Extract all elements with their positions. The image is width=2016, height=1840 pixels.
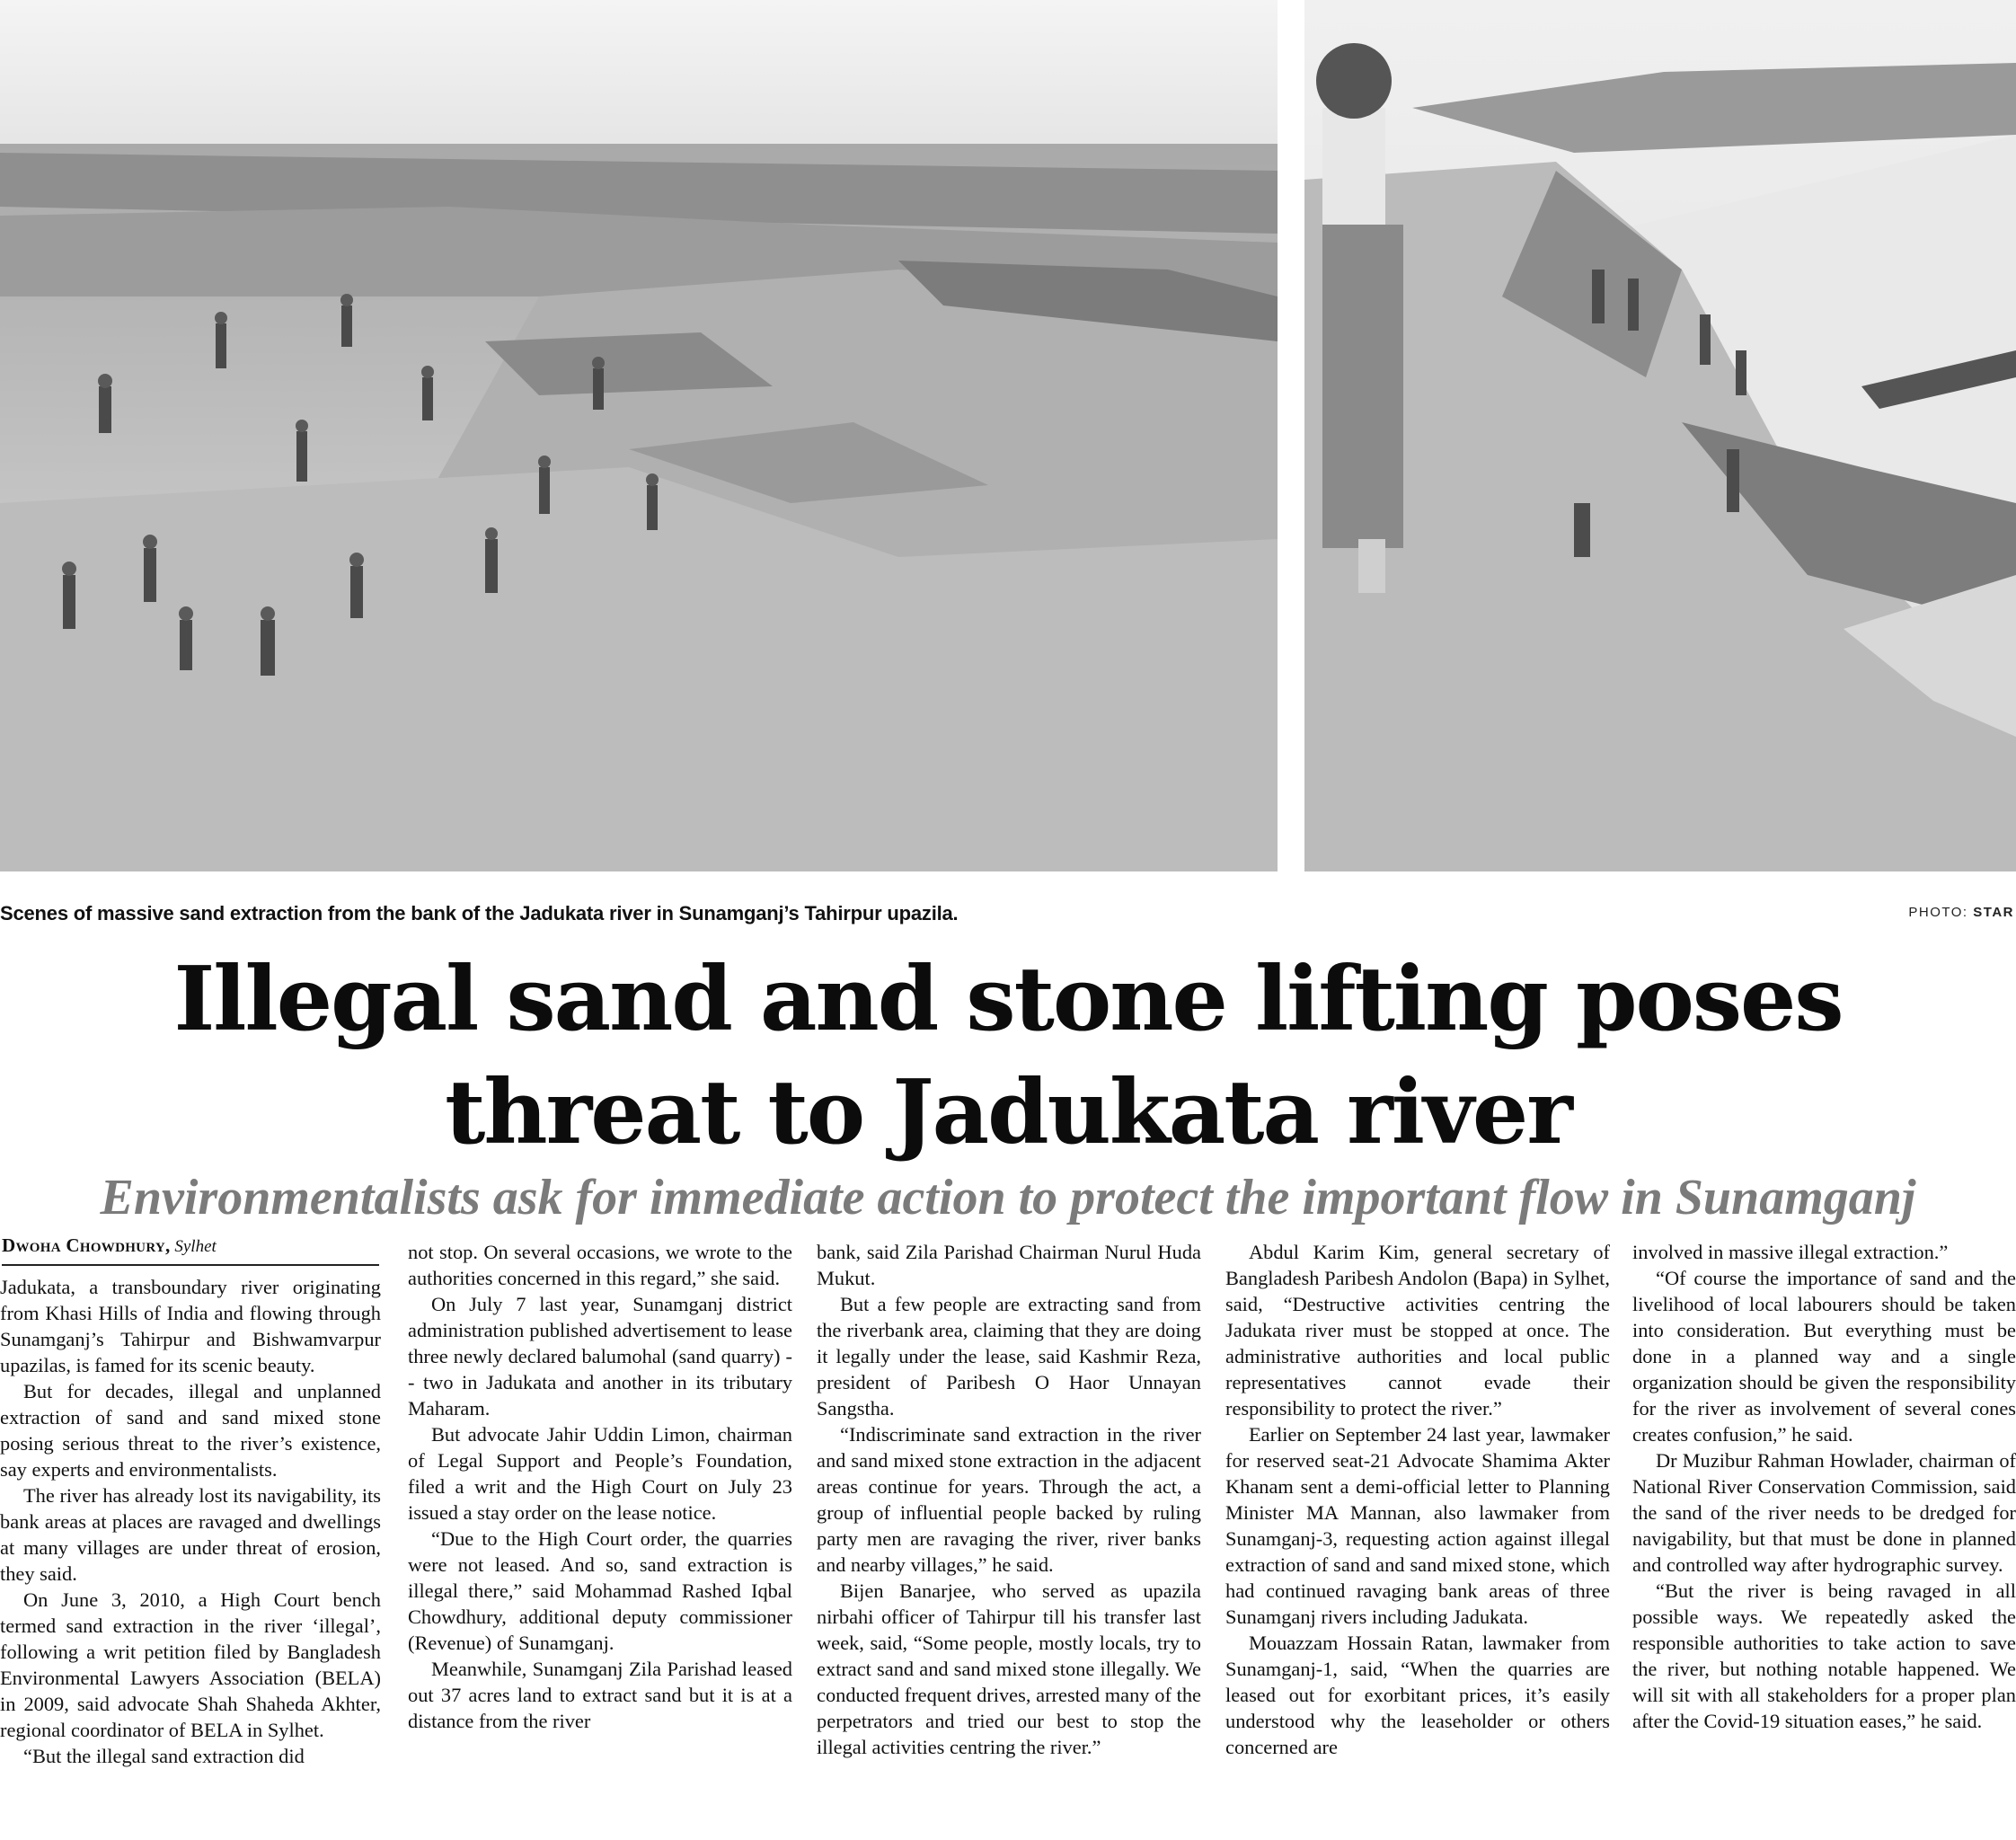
photo-credit (1908, 905, 2014, 920)
article-paragraph: “Indiscriminate sand extraction in the river and sand mixed stone extraction in the adjacent areas continue for years. Through the act, a group of influential people backed by ruling party men are ravaging the river, river banks and nearby villages,” he said. (817, 1423, 1201, 1576)
article-paragraph: On July 7 last year, Sunamganj district administration published advertisement to lease three newly declared balumohal (sand quarry) -- two in Jadukata and another in its tributary Maharam. (408, 1293, 792, 1420)
article-paragraph: Earlier on September 24 last year, lawmaker for reserved seat-21 Advocate Shamima Akter Khanam sent a demi-official letter to Planning Minister MA Mannan, also lawmaker from Sunamganj-3, requesting action against illegal extraction of sand and sand mixed stone, which had continued ravaging bank areas of three Sunamganj rivers including Jadukata. (1225, 1423, 1610, 1628)
article-paragraph: “But the illegal sand extraction did (23, 1745, 305, 1767)
article-paragraph: bank, said Zila Parishad Chairman Nurul Huda Mukut. (817, 1241, 1201, 1289)
subheadline: Environmentalists ask for immediate action to protect the important flow in Sunamganj (100, 1170, 1916, 1225)
byline-dateline: Sylhet (174, 1237, 217, 1256)
sand-extraction-photo (0, 0, 1278, 871)
headline-line-2: threat to Jadukata river (445, 1061, 1571, 1164)
article-paragraph: Jadukata, a transboundary river originating from Khasi Hills of India and flowing through Sunamganj’s Tahirpur and Bishwamvarpur upazilas, is famed for its scenic beauty. (0, 1276, 381, 1376)
article-column-1 (0, 1274, 381, 1769)
article-paragraph: But a few people are extracting sand from the riverbank area, claiming that they are doing it legally under the lease, said Kashmir Reza, president of Paribesh O Haor Unnayan Sangstha. (817, 1293, 1201, 1420)
headline-line-1: Illegal sand and stone lifting poses (173, 948, 1843, 1051)
photo-caption-row (0, 902, 2016, 929)
article-paragraph: On June 3, 2010, a High Court bench termed sand extraction in the river ‘illegal’, following a writ petition filed by Bangladesh Environmental Lawyers Association (BELA) in 2009, said advocate Shah Shaheda Akhter, regional coordinator of BELA in Sylhet. (0, 1588, 381, 1741)
riverbank-photo (1304, 0, 2016, 871)
headline (0, 943, 2016, 1170)
riverbank-workers-photo-icon (1304, 0, 2016, 871)
article-paragraph: But for decades, illegal and unplanned extraction of sand and sand mixed stone posing serious threat to the river’s existence, say experts and environmentalists. (0, 1380, 381, 1481)
photo-credit-prefix: PHOTO: (1908, 905, 1968, 920)
article-column-4 (1225, 1239, 1610, 1760)
article-paragraph: Bijen Banarjee, who served as upazila nirbahi officer of Tahirpur till his transfer last week, said, “Some people, mostly locals, try to extract sand and sand mixed stone illegally. We conducted frequent drives, arrested many of the perpetrators and tried our best to stop the illegal activities centring the river.” (817, 1579, 1201, 1758)
photo-credit-name: STAR (1973, 905, 2014, 920)
photo-caption: Scenes of massive sand extraction from the bank of the Jadukata river in Sunamganj’s Tahirpur upazila. (0, 902, 959, 924)
article-paragraph: The river has already lost its navigability, its bank areas at places are ravaged and dwellings at many villages are under threat of erosion, they said. (0, 1484, 381, 1585)
article-paragraph: Abdul Karim Kim, general secretary of Bangladesh Paribesh Andolon (Bapa) in Sylhet, said, “Destructive activities centring the Jadukata river must be stopped at once. The administrative authorities and local public representatives cannot evade their responsibility to protect the river.” (1225, 1241, 1610, 1420)
sand-extraction-field-photo-icon (0, 0, 1278, 871)
article-paragraph: “Of course the importance of sand and the livelihood of local labourers should be taken into consideration. But everything must be done in a planned way and a single organization should be given the responsibility for the river as involvement of several cones creates confusion,” he said. (1632, 1267, 2016, 1446)
article-paragraph: “Due to the High Court order, the quarries were not leased. And so, sand extraction is illegal there,” said Mohammad Rashed Iqbal Chowdhury, additional deputy commissioner (Revenue) of Sunamganj. (408, 1527, 792, 1654)
article-column-2 (408, 1239, 792, 1734)
article-paragraph: “But the river is being ravaged in all possible ways. We repeatedly asked the responsible authorities to take action to save the river, but nothing notable happened. We will sit with all stakeholders for a proper plan after the Covid-19 situation eases,” he said. (1632, 1579, 2016, 1732)
article-paragraph: Meanwhile, Sunamganj Zila Parishad leased out 37 acres land to extract sand but it is at a distance from the river (408, 1658, 792, 1732)
byline (2, 1234, 379, 1266)
article-paragraph: Dr Muzibur Rahman Howlader, chairman of National River Conservation Commission, said the sand of the river needs to be dredged for navigability, but that must be done in planned and controlled way after hydrographic survey. (1632, 1449, 2016, 1576)
article-column-5 (1632, 1239, 2016, 1734)
article-paragraph: not stop. On several occasions, we wrote to the authorities concerned in this regard,” she said. (408, 1241, 792, 1289)
article-paragraph: involved in massive illegal extraction.” (1632, 1241, 1949, 1263)
article-column-3 (817, 1239, 1201, 1760)
byline-author: Dwoha Chowdhury, (2, 1234, 171, 1256)
article-paragraph: Mouazzam Hossain Ratan, lawmaker from Sunamganj-1, said, “When the quarries are leased out for exorbitant prices, it’s easily understood why the leaseholder or others concerned are (1225, 1632, 1610, 1758)
article-paragraph: But advocate Jahir Uddin Limon, chairman of Legal Support and People’s Foundation, filed a writ and the High Court on July 23 issued a stay order on the lease notice. (408, 1423, 792, 1524)
